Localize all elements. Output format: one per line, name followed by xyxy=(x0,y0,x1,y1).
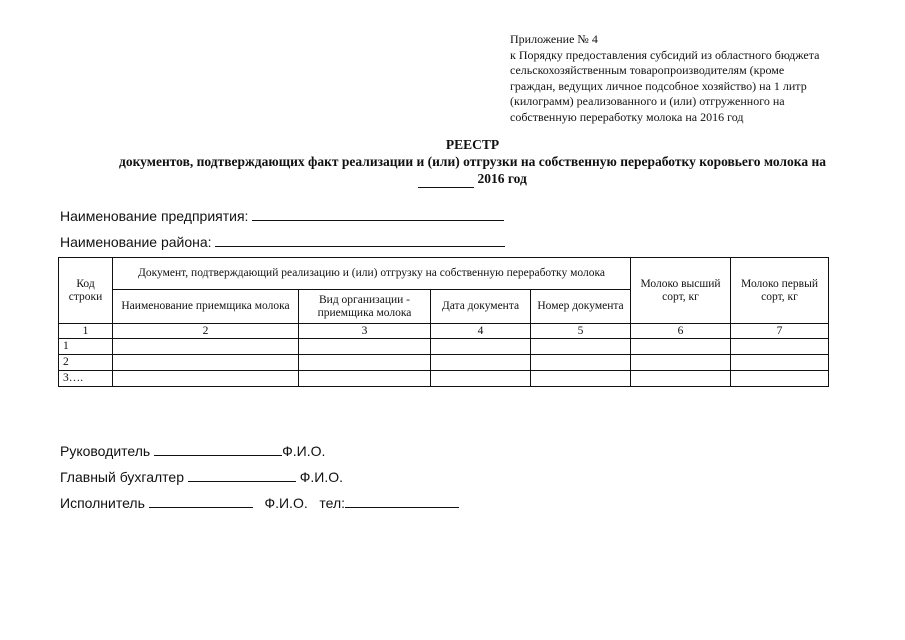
table-cell xyxy=(531,339,631,355)
table-cell xyxy=(113,371,299,387)
head-signature-blank xyxy=(154,441,282,456)
appendix-line: к Порядку предоставления субсидий из областного бюджета xyxy=(510,47,820,62)
executor-signature xyxy=(60,493,459,511)
phone-label: тел: xyxy=(319,495,346,511)
table-cell xyxy=(431,339,531,355)
district-label: Наименование района: xyxy=(60,234,212,250)
table-cell xyxy=(631,355,731,371)
head-signature xyxy=(60,441,325,459)
table-cell xyxy=(431,371,531,387)
accountant-fio: Ф.И.О. xyxy=(299,469,344,485)
accountant-label: Главный бухгалтер xyxy=(60,469,184,485)
table-row xyxy=(59,355,829,371)
column-number: 4 xyxy=(431,324,531,339)
title-line-3 xyxy=(40,170,905,188)
document-title xyxy=(40,136,905,188)
header-milk-top: Молоко высший сорт, кг xyxy=(631,258,731,324)
appendix-line: собственную переработку молока на 2016 год xyxy=(510,109,744,124)
row-code: 3…. xyxy=(59,371,113,387)
table-cell xyxy=(299,355,431,371)
column-number: 1 xyxy=(59,324,113,339)
table-cell xyxy=(731,339,829,355)
enterprise-label: Наименование предприятия: xyxy=(60,208,249,224)
column-number: 7 xyxy=(731,324,829,339)
head-fio: Ф.И.О. xyxy=(282,443,326,459)
header-org-type: Вид организации - приемщика молока xyxy=(299,290,431,324)
table-cell xyxy=(113,355,299,371)
enterprise-blank xyxy=(252,206,504,221)
table-cell xyxy=(731,355,829,371)
head-label: Руководитель xyxy=(60,443,151,459)
title-year: 2016 год xyxy=(474,171,527,186)
appendix-line: сельскохозяйственным товаропроизводителям (кроме xyxy=(510,63,785,77)
header-receiver-name: Наименование приемщика молока xyxy=(113,290,299,324)
table-cell xyxy=(113,339,299,355)
appendix-line: Приложение № 4 xyxy=(510,32,598,46)
registry-table xyxy=(58,257,829,387)
table-cell xyxy=(531,371,631,387)
table-cell xyxy=(631,371,731,387)
title-line-2: документов, подтверждающих факт реализации и (или) отгрузки на собственную переработку коровьего молока на xyxy=(119,154,826,169)
header-document-group: Документ, подтверждающий реализацию и (или) отгрузку на собственную переработку молока xyxy=(113,258,631,290)
table-cell xyxy=(731,371,829,387)
month-blank xyxy=(418,170,474,188)
row-code: 2 xyxy=(59,355,113,371)
column-number: 3 xyxy=(299,324,431,339)
column-number-row xyxy=(59,324,829,339)
header-doc-number: Номер документа xyxy=(531,290,631,324)
header-code: Код строки xyxy=(59,258,113,324)
executor-label: Исполнитель xyxy=(60,495,145,511)
appendix-line: граждан, ведущих личное подсобное хозяйство) на 1 литр xyxy=(510,78,807,93)
accountant-signature-blank xyxy=(188,467,296,482)
executor-fio: Ф.И.О. xyxy=(264,495,308,511)
title-line-1: РЕЕСТР xyxy=(445,137,500,152)
table-row xyxy=(59,371,829,387)
table-cell xyxy=(531,355,631,371)
row-code: 1 xyxy=(59,339,113,355)
column-number: 6 xyxy=(631,324,731,339)
header-doc-date: Дата документа xyxy=(431,290,531,324)
appendix-note xyxy=(510,32,870,125)
column-number: 2 xyxy=(113,324,299,339)
accountant-signature xyxy=(60,467,343,485)
district-blank xyxy=(215,232,505,247)
appendix-line: (килограмм) реализованного и (или) отгруженного на xyxy=(510,94,785,108)
table-cell xyxy=(431,355,531,371)
phone-blank xyxy=(345,493,459,508)
column-number: 5 xyxy=(531,324,631,339)
district-field xyxy=(60,232,505,250)
table-row xyxy=(59,339,829,355)
table-cell xyxy=(299,339,431,355)
table-cell xyxy=(299,371,431,387)
executor-signature-blank xyxy=(149,493,253,508)
table-cell xyxy=(631,339,731,355)
enterprise-field xyxy=(60,206,504,224)
header-milk-first: Молоко первый сорт, кг xyxy=(731,258,829,324)
